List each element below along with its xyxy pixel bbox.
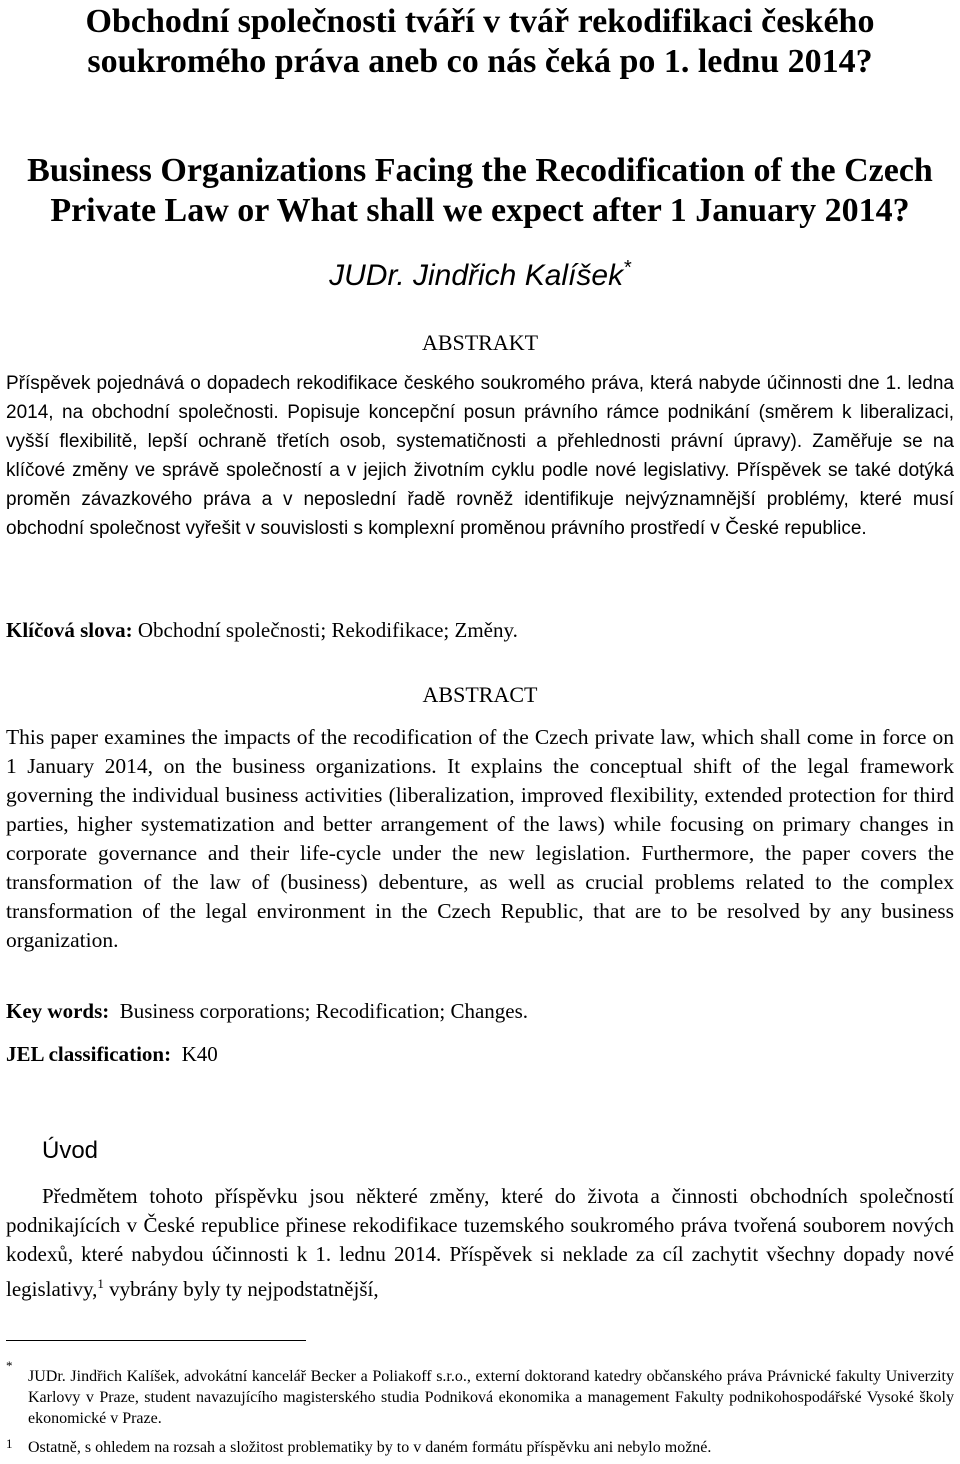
author-footnote-mark: * — [623, 257, 631, 279]
abstrakt-text: Příspěvek pojednává o dopadech rekodifikace českého soukromého práva, která nabyde účinnosti dne 1. ledna 2014, na obchodní společnosti. Popisuje koncepční posun právního rámce podnikání (směrem k liberalizaci, vyšší flexibilitě, lepší ochraně třetích osob, systematičnosti a přehlednosti právní úpravy). Zaměřuje se na klíčové změny ve správě společností a v jejich životním cyklu podle nové legislativy. Příspěvek se také dotýká proměn závazkového práva a v neposlední řadě rovněž identifikuje nejvýznamnější problémy, které musí obchodní společnost vyřešit v souvislosti s komplexní proměnou právního prostředí v České republice. — [6, 373, 954, 539]
paper-title-english: Business Organizations Facing the Recodification of the Czech Private Law or What shall we expect after 1 January 2014? — [27, 152, 933, 229]
footnote-mark-author: * — [6, 1358, 13, 1373]
czech-keywords-value: Obchodní společnosti; Rekodifikace; Změny. — [137, 618, 518, 642]
jel-value: K40 — [181, 1042, 218, 1066]
czech-keywords-label: Klíčová slova: — [6, 618, 133, 642]
jel-label: JEL classification: — [6, 1042, 172, 1066]
abstract-text: This paper examines the impacts of the recodification of the Czech private law, which shall come in force on 1 January 2014, on the business organizations. It explains the conceptual shift of the legal framework governing the individual business activities (liberalization, improved flexibility, extended protection for third parties, higher systematization and better arrangement of the laws) while focusing on primary changes in corporate governance and their life-cycle under the new legislation. Furthermore, the paper covers the transformation of the law of (business) debenture, as well as crucial problems related to the complex transformation of the legal environment in the Czech Republic, that are to be resolved by any business organization. — [6, 725, 954, 952]
abstrakt-heading: ABSTRAKT — [421, 330, 539, 355]
jel-classification — [6, 1040, 218, 1068]
author-line — [0, 248, 960, 296]
intro-text-end: vybrány byly ty nejpodstatnější, — [103, 1277, 379, 1301]
paper-title-czech: Obchodní společnosti tváří v tvář rekodifikaci českého soukromého práva aneb co nás čeká po 1. lednu 2014? — [85, 3, 875, 80]
footnote-author: JUDr. Jindřich Kalíšek, advokátní kancelář Becker a Poliakoff s.r.o., externí doktorand katedry občanského práva Právnické fakulty Univerzity Karlovy v Praze, student navazujícího magisterského studia Podniková ekonomika a management Fakulty podnikohospodářské Vysoké školy ekonomické v Praze. — [28, 1368, 954, 1427]
intro-paragraph — [6, 1182, 954, 1304]
czech-keywords — [6, 616, 518, 644]
footnote-mark-1: 1 — [6, 1436, 13, 1451]
english-keywords — [6, 997, 528, 1025]
footnote-ref-1: 1 — [97, 1276, 104, 1291]
abstract-heading: ABSTRACT — [422, 682, 538, 707]
english-keywords-value: Business corporations; Recodification; Changes. — [119, 999, 529, 1023]
intro-text-start: Předmětem tohoto příspěvku jsou některé změny, které do života a činnosti obchodních společností podnikajících v České republice přinese rekodifikace tuzemského soukromého práva tvořená souborem nových kodexů, které nabydou účinnosti k 1. lednu 2014. Příspěvek si neklade za cíl zachytit všechny dopady nové legislativy, — [6, 1184, 954, 1301]
english-keywords-label: Key words: — [6, 999, 110, 1023]
footnote-1: Ostatně, s ohledem na rozsah a složitost problematiky by to v daném formátu příspěvku ani nebylo možné. — [28, 1439, 712, 1456]
intro-heading: Úvod — [42, 1137, 99, 1164]
author-name: JUDr. Jindřich Kalíšek — [329, 259, 624, 292]
footnote-separator — [6, 1340, 306, 1341]
